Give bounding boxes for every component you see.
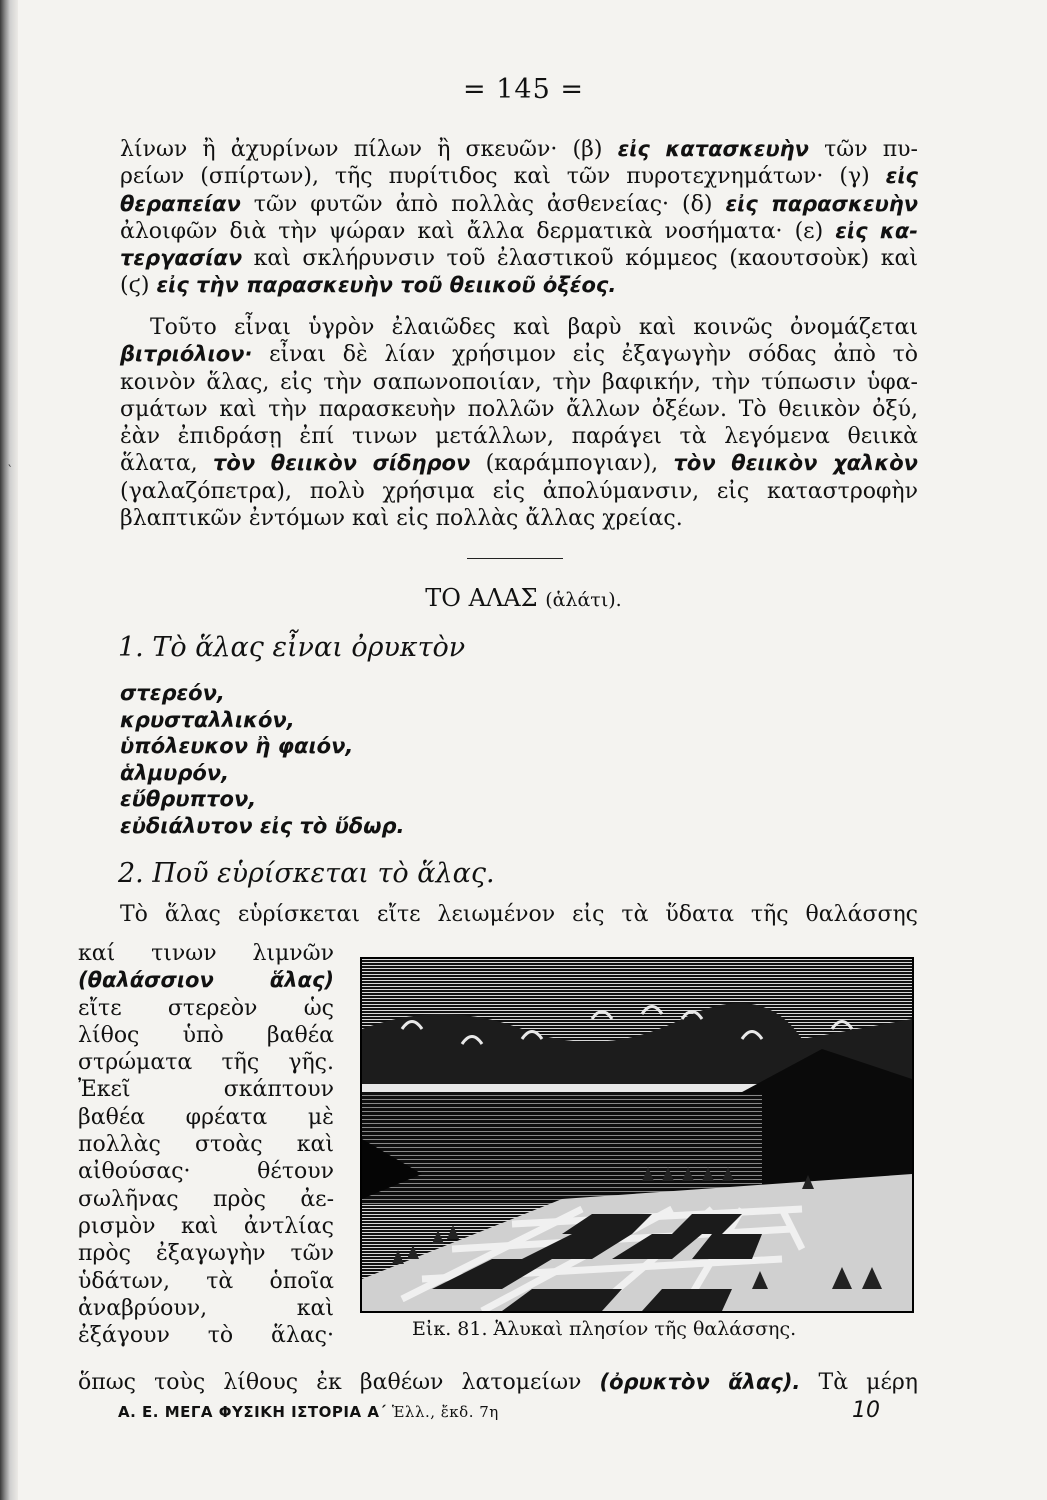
footer-title: Α. Ε. ΜΕΓΑ ΦΥΣΙΚΗ ΙΣΤΟΡΙΑ Α΄ xyxy=(118,1403,387,1421)
text-segment: ἀλοιφῶν διὰ τὴν ψώραν καὶ ἄλλα δερματικὰ νοσήματα· (ε) xyxy=(120,218,836,244)
text-segment: σωλῆνας πρὸς ἀε- xyxy=(78,1186,334,1212)
text-segment: τῶν φυτῶν ἀπὸ πολλὰς ἀσθενείας· (δ) xyxy=(240,191,726,217)
text-segment: εἴτε στερεὸν ὡς xyxy=(78,995,334,1021)
text-segment: εἶναι δὲ λίαν χρήσιμον εἰς ἐξαγωγὴν σόδας ἀπὸ τὸ xyxy=(252,342,918,368)
text-segment: ἅλατα, xyxy=(120,451,214,477)
sea xyxy=(362,1094,762,1204)
text-segment: καὶ σκλήρυνσιν τοῦ ἐλαστικοῦ κόμμεος (καουτσοὺκ) καὶ xyxy=(242,246,918,272)
text-segment: κοινὸν ἅλας, εἰς τὴν σαπωνοποιίαν, τὴν βαφικήν, τὴν τύπωσιν ὑφα- xyxy=(120,369,918,395)
figure-salt-pans-engraving xyxy=(360,957,914,1313)
emphasized-text: τὸν θειικὸν χαλκὸν xyxy=(673,451,918,476)
emphasized-text: εἰς κατασκευὴν xyxy=(617,137,809,161)
text-segment: Τοῦτο εἶναι ὑγρὸν ἐλαιῶδες καὶ βαρὺ καὶ κοινῶς ὀνομάζεται xyxy=(150,315,918,340)
text-segment: (γαλαζόπετρα), πολὺ χρήσιμα εἰς ἀπολύμανσιν, εἰς καταστροφὴν xyxy=(120,478,918,504)
paragraph-vitriol xyxy=(120,314,918,532)
section-divider xyxy=(467,558,563,559)
text-line xyxy=(78,1104,334,1131)
text-line xyxy=(78,1295,334,1322)
paragraph-sulfur-uses xyxy=(120,136,918,300)
text-line xyxy=(78,1131,334,1158)
text-segment: ἐξάγουν τὸ ἅλας· xyxy=(78,1323,334,1349)
emphasized-text: εἰς παρασκευὴν xyxy=(725,191,918,216)
footer-sheet-number: 10 xyxy=(852,1398,880,1423)
page-binding-edge xyxy=(0,0,18,1500)
text-segment: βλαπτικῶν ἐντόμων καὶ εἰς πολλὰς ἄλλας χρείας. xyxy=(120,506,683,532)
text-line xyxy=(120,163,918,190)
paragraph-salt-location-last-line xyxy=(78,1370,918,1395)
heading-where-salt-found: 2. Ποῦ εὑρίσκεται τὸ ἅλας. xyxy=(118,858,495,889)
text-segment: σμάτων καὶ τὴν παρασκευὴν πολλῶν ἄλλων ὀξέων. Τὸ θειικὸν ὀξύ, xyxy=(120,396,918,422)
paragraph-salt-location-column xyxy=(78,940,334,1349)
section-title-text: ΤΟ ΑΛΑΣ xyxy=(425,584,538,612)
text-segment: (ϛ) xyxy=(120,273,157,299)
text-segment: λίνων ἢ ἀχυρίνων πίλων ἢ σκευῶν· (β) xyxy=(120,137,618,162)
text-segment: Τὰ μέρη xyxy=(800,1370,918,1395)
text-segment: καί τινων λιμνῶν xyxy=(78,941,334,966)
section-subtitle: (ἁλάτι). xyxy=(545,589,622,611)
text-line xyxy=(120,272,918,299)
text-line xyxy=(78,1213,334,1240)
property-item: ὑπόλευκον ἢ φαιόν, xyxy=(120,734,354,758)
footer-edition: Ἑλλ., ἔκδ. 7η xyxy=(386,1403,499,1421)
text-segment: ἀναβρύουν, καὶ xyxy=(78,1295,334,1321)
text-segment: λίθος ὑπὸ βαθέα xyxy=(78,1022,334,1048)
text-line xyxy=(78,1322,334,1349)
property-item: εὔθρυπτον, xyxy=(120,787,257,811)
text-line xyxy=(78,1049,334,1076)
text-line xyxy=(78,1076,334,1103)
emphasized-text: (θαλάσσιον ἅλας) xyxy=(78,968,334,993)
property-item: στερεόν, xyxy=(120,681,225,705)
emphasized-text: τεργασίαν xyxy=(120,246,243,271)
text-line xyxy=(120,245,918,272)
text-segment: πολλὰς στοὰς καὶ xyxy=(78,1132,334,1158)
text-line xyxy=(78,967,334,994)
text-line xyxy=(120,218,918,245)
text-segment: (καράμπογιαν), xyxy=(470,451,674,477)
text-line xyxy=(78,1240,334,1267)
salt-properties-list xyxy=(120,680,404,839)
text-line xyxy=(78,995,334,1022)
salt-pans-illustration xyxy=(362,959,912,1311)
section-title xyxy=(0,584,1047,612)
text-line xyxy=(78,1022,334,1049)
text-line xyxy=(120,423,918,450)
margin-mark: ‵ xyxy=(8,463,12,479)
text-line xyxy=(78,1186,334,1213)
property-item: ἁλμυρόν, xyxy=(120,760,230,785)
text-line xyxy=(120,450,918,477)
text-segment: τῶν πυ- xyxy=(808,137,918,162)
text-line xyxy=(78,1268,334,1295)
footer-book-title xyxy=(118,1403,499,1421)
text-line xyxy=(78,1158,334,1185)
emphasized-text: τὸν θειικὸν σίδηρον xyxy=(213,451,471,476)
text-line xyxy=(78,940,334,967)
text-segment: βαθέα φρέατα μὲ xyxy=(78,1104,334,1130)
property-item: κρυσταλλικόν, xyxy=(120,707,295,732)
emphasized-text: εἰς κα- xyxy=(835,218,918,243)
text-segment: αἰθούσας· θέτουν xyxy=(78,1159,334,1185)
emphasized-text: εἰς xyxy=(885,164,918,189)
heading-salt-is-mineral: 1. Τὸ ἅλας εἶναι ὀρυκτὸν xyxy=(118,632,466,663)
figure-caption: Εἰκ. 81. Ἁλυκαὶ πλησίον τῆς θαλάσσης. xyxy=(412,1318,797,1340)
text-segment: Ἐκεῖ σκάπτουν xyxy=(78,1077,334,1103)
text-segment: ὅπως τοὺς λίθους ἐκ βαθέων λατομείων xyxy=(78,1370,600,1395)
text-line xyxy=(120,136,918,163)
text-segment: ὑδάτων, τὰ ὁποῖα xyxy=(78,1268,334,1294)
text-segment: ἐὰν ἐπιδράσῃ ἐπί τινων μετάλλων, παράγει τὰ λεγόμενα θειικὰ xyxy=(120,424,918,450)
page-number: = 145 = xyxy=(463,74,584,105)
emphasized-text: βιτριόλιον· xyxy=(120,342,253,367)
text-line xyxy=(120,341,918,368)
text-line xyxy=(120,314,918,341)
text-segment: στρώματα τῆς γῆς. xyxy=(78,1050,334,1076)
text-segment: ρείων (σπίρτων), τῆς πυρίτιδος καὶ τῶν πυροτεχνημάτων· (γ) xyxy=(120,164,886,190)
text-line xyxy=(120,505,918,532)
emphasized-text: εἰς τὴν παρασκευὴν τοῦ θειικοῦ ὀξέος. xyxy=(156,273,617,298)
paragraph-salt-location-first-line: Τὸ ἅλας εὑρίσκεται εἴτε λειωμένον εἰς τὰ ὕδατα τῆς θαλάσσης xyxy=(120,902,918,927)
text-line xyxy=(120,478,918,505)
property-item: εὐδιάλυτον εἰς τὸ ὕδωρ. xyxy=(120,813,405,838)
text-segment: ρισμὸν καὶ ἀντλίας xyxy=(78,1213,334,1239)
text-line xyxy=(120,191,918,218)
emphasized-text: (ὀρυκτὸν ἅλας). xyxy=(599,1370,801,1394)
text-segment: πρὸς ἐξαγωγὴν τῶν xyxy=(78,1241,334,1267)
emphasized-text: θεραπείαν xyxy=(120,191,241,216)
text-line xyxy=(120,396,918,423)
text-line xyxy=(120,369,918,396)
